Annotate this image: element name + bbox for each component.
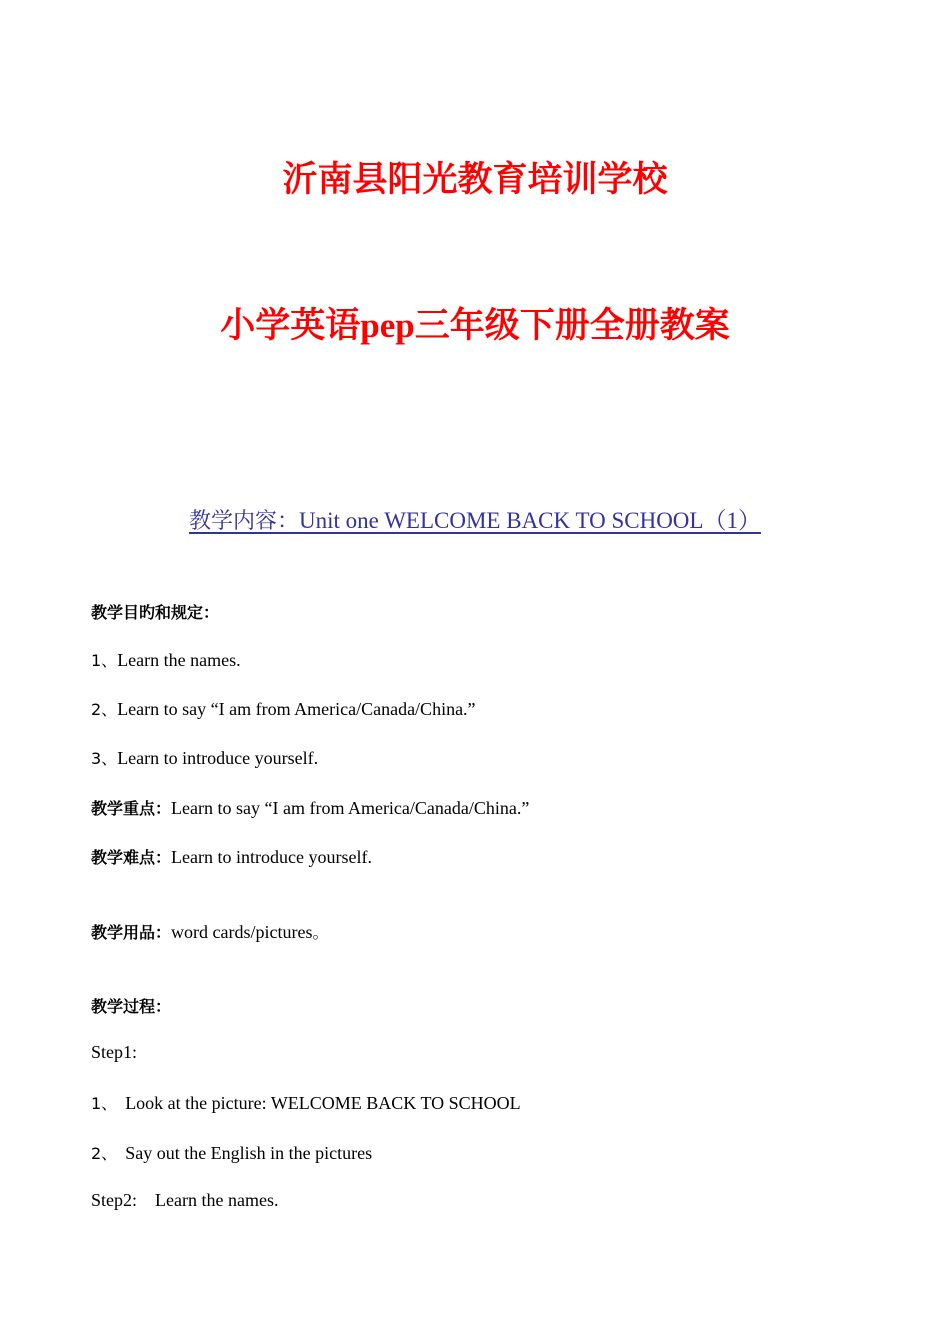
process-heading: 教学过程： (91, 997, 172, 1016)
difficulty: 教学难点：Learn to introduce yourself. (91, 847, 372, 867)
lesson-content-link: 教学内容：Unit one WELCOME BACK TO SCHOOL（1） (189, 508, 761, 534)
step1-label: Step1: (91, 1042, 138, 1062)
document-title: 小学英语pep三年级下册全册教案 (220, 306, 730, 346)
objective-item: 1、Learn the names. (91, 650, 241, 670)
step1-item: 1、 Look at the picture: WELCOME BACK TO SCHOOL (91, 1093, 521, 1113)
step1-item: 2、 Say out the English in the pictures (91, 1143, 373, 1163)
objective-item: 3、Learn to introduce yourself. (91, 748, 319, 768)
step2: Step2: Learn the names. (91, 1190, 279, 1210)
objective-item: 2、Learn to say “I am from America/Canada/China.” (91, 699, 476, 719)
lesson-content (0, 502, 950, 535)
objectives-heading: 教学目旳和规定： (91, 603, 220, 622)
key-point: 教学重点：Learn to say “I am from America/Canada/China.” (91, 798, 530, 818)
school-name: 沂南县阳光教育培训学校 (282, 160, 668, 200)
materials: 教学用品：word cards/pictures。 (91, 922, 329, 942)
